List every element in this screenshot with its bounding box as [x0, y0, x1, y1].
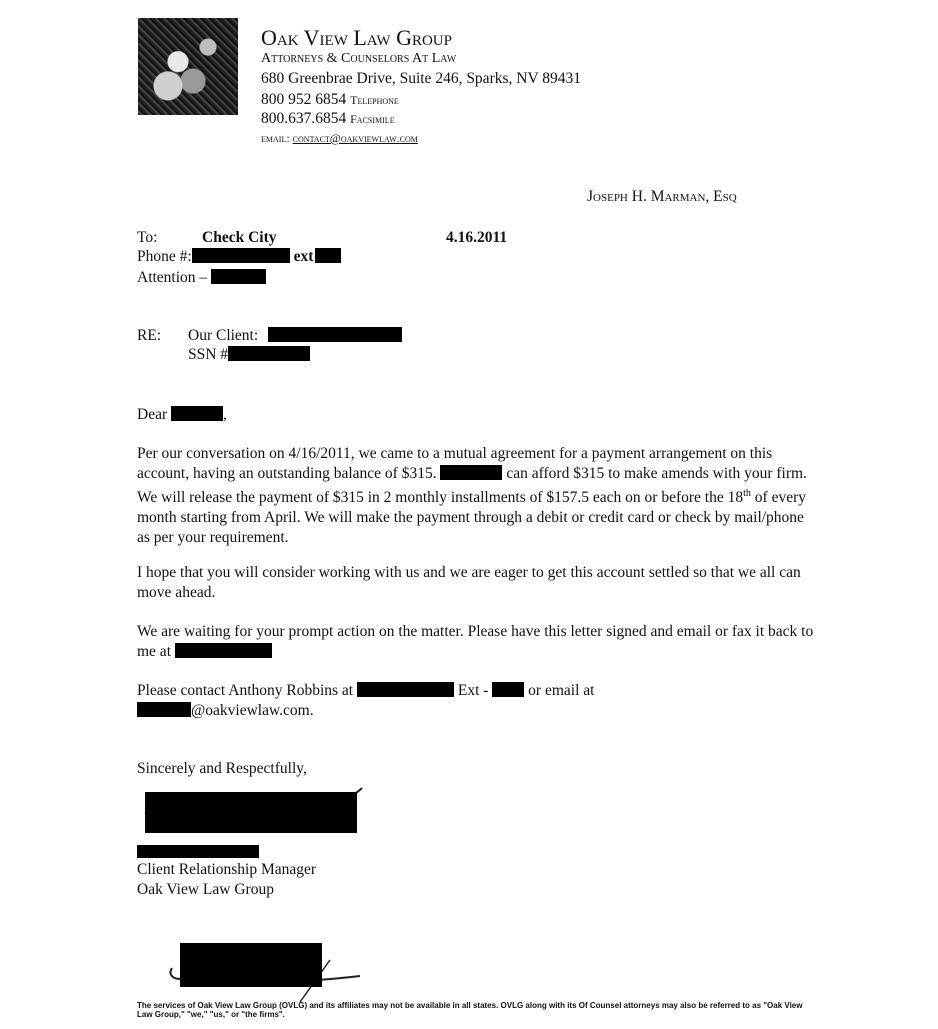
fax-label: Facsimile — [350, 112, 395, 126]
sign-off: Sincerely and Respectfully, — [137, 760, 307, 777]
redaction-block — [192, 248, 290, 263]
redaction-block — [357, 682, 454, 697]
firm-logo-image — [138, 18, 238, 115]
salutation — [137, 406, 227, 424]
redaction-block — [137, 702, 191, 717]
redaction-block — [175, 643, 272, 658]
re-label: RE: — [137, 327, 162, 344]
letter-date: 4.16.2011 — [446, 229, 508, 246]
bottom-signature-image — [160, 940, 370, 1002]
to-value: Check City — [202, 229, 277, 246]
firm-email — [261, 131, 418, 146]
paragraph-4-part-c: or email at — [528, 682, 595, 699]
email-link[interactable]: contact@oakviewlaw.com — [292, 131, 418, 145]
redaction-block — [171, 406, 223, 421]
to-label: To: — [137, 229, 158, 246]
client-line — [188, 327, 402, 345]
ssn-line — [188, 346, 310, 364]
redaction-block — [440, 465, 502, 480]
redaction-block — [315, 248, 341, 263]
ext-label: ext — [293, 248, 314, 265]
redaction-block — [137, 845, 259, 858]
ordinal-suffix: th — [743, 488, 751, 499]
paragraph-1-part-b: can afford $315 to make amends with your firm. We will release the payment of $315 in 2 monthly installments of $157.5 each on or before the 18 — [137, 465, 807, 507]
redaction-block — [211, 269, 266, 284]
phone-line-label: Phone #: — [137, 248, 192, 265]
signer-company: Oak View Law Group — [137, 881, 274, 898]
paragraph-3-text: We are waiting for your prompt action on the matter. Please have this letter signed and email or fax it back to me at — [137, 623, 814, 660]
paragraph-hope: I hope that you will consider working with us and we are eager to get this account settled so that we all can move ahead. — [137, 564, 801, 601]
firm-fax — [261, 110, 395, 128]
redaction-block — [268, 327, 402, 342]
firm-tagline: Attorneys & Counselors At Law — [261, 51, 457, 66]
fax-number: 800.637.6854 — [261, 110, 347, 127]
paragraph-4-part-d: @oakviewlaw.com. — [191, 702, 314, 719]
paragraph-contact — [137, 681, 817, 721]
firm-name: Oak View Law Group — [261, 25, 452, 50]
redaction-block — [228, 346, 310, 361]
paragraph-1-part-c: of every month starting from April. We will make the payment through a debit or credit card or check by mail/phone as per your requirement. — [137, 489, 806, 547]
salutation-comma: , — [223, 406, 227, 423]
phone-line — [137, 248, 341, 266]
signer-title: Client Relationship Manager — [137, 861, 317, 878]
paragraph-payment-arrangement — [137, 444, 817, 548]
client-label: Our Client: — [188, 327, 259, 344]
redaction-block — [492, 682, 524, 697]
salutation-text: Dear — [137, 406, 168, 423]
firm-phone — [261, 91, 399, 109]
paragraph-waiting — [137, 622, 817, 662]
paragraph-4-part-b: Ext - — [457, 682, 489, 699]
phone-number: 800 952 6854 — [261, 91, 347, 108]
paragraph-1-part-a: Per our conversation on 4/16/2011, we came to a mutual agreement for a payment arrangement on this account, having an outstanding balance of $315. — [137, 445, 773, 482]
firm-address: 680 Greenbrae Drive, Suite 246, Sparks, NV 89431 — [261, 70, 581, 87]
legal-disclaimer: The services of Oak View Law Group (OVLG) and its affiliates may not be available in all states. OVLG along with its Of Counsel attorneys may also be referred to as "Oak View Law Group," "we," "us," or "the firms". — [137, 1001, 803, 1019]
ssn-label: SSN # — [188, 346, 229, 363]
paragraph-4-part-a: Please contact Anthony Robbins at — [137, 682, 354, 699]
attention-line — [137, 269, 266, 287]
email-label: email: — [261, 131, 290, 145]
phone-label: Telephone — [350, 93, 399, 107]
attention-label: Attention – — [137, 269, 208, 286]
attorney-name: Joseph H. Marman, Esq — [587, 188, 737, 205]
signature-image — [137, 783, 372, 838]
